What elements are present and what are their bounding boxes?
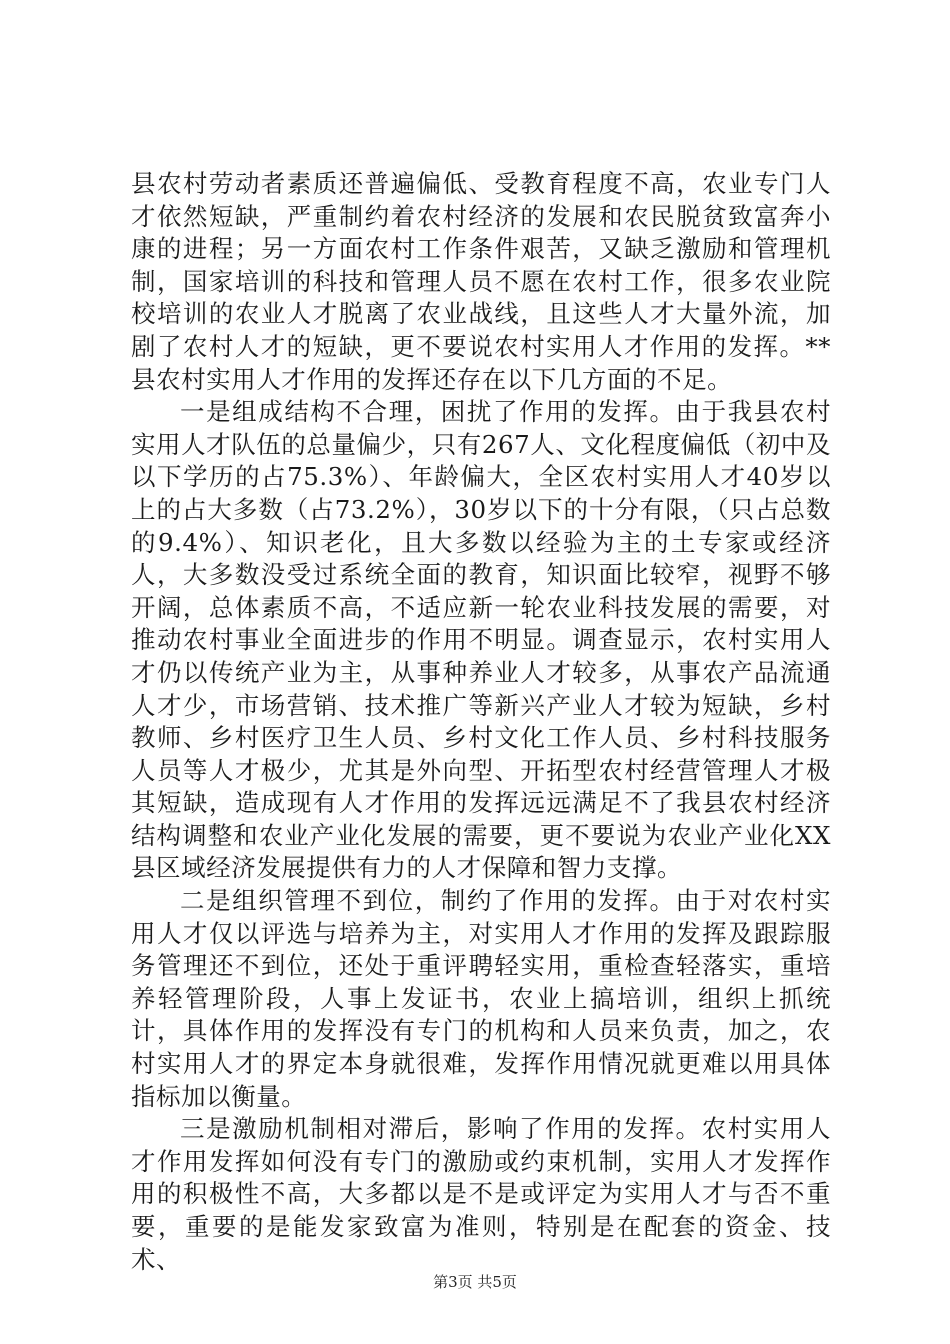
paragraph-incentive: 三是激励机制相对滞后，影响了作用的发挥。农村实用人才作用发挥如何没有专门的激励或约束机制，实用人才发挥作用的积极性不高，大多都以是不是或评定为实用人才与否不重要，重要的是能发家致富为准则，特别是在配套的资金、技术、 — [131, 1114, 831, 1274]
paragraph-continuation: 县农村劳动者素质还普遍偏低、受教育程度不高，农业专门人才依然短缺，严重制约着农村经济的发展和农民脱贫致富奔小康的进程；另一方面农村工作条件艰苦，又缺乏激励和管理机制，国家培训的科技和管理人员不愿在农村工作，很多农业院校培训的农业人才脱离了农业战线，且这些人才大量外流，加剧了农村人才的短缺，更不要说农村实用人才作用的发挥。**县农村实用人才作用的发挥还存在以下几方面的不足。 — [131, 169, 831, 394]
document-body — [131, 168, 831, 1276]
paragraph-structure: 一是组成结构不合理，困扰了作用的发挥。由于我县农村实用人才队伍的总量偏少，只有267人、文化程度偏低（初中及以下学历的占75.3%）、年龄偏大，全区农村实用人才40岁以上的占大多数（占73.2%），30岁以下的十分有限，（只占总数的9.4%）、知识老化，且大多数以经验为主的土专家或经济人，大多数没受过系统全面的教育，知识面比较窄，视野不够开阔，总体素质不高，不适应新一轮农业科技发展的需要，对推动农村事业全面进步的作用不明显。调查显示，农村实用人才仍以传统产业为主，从事种养业人才较多，从事农产品流通人才少，市场营销、技术推广等新兴产业人才较为短缺，乡村教师、乡村医疗卫生人员、乡村文化工作人员、乡村科技服务人员等人才极少，尤其是外向型、开拓型农村经营管理人才极其短缺，造成现有人才作用的发挥远远满足不了我县农村经济结构调整和农业产业化发展的需要，更不要说为农业产业化XX县区域经济发展提供有力的人才保障和智力支撑。 — [131, 397, 831, 883]
paragraph-management: 二是组织管理不到位，制约了作用的发挥。由于对农村实用人才仅以评选与培养为主，对实用人才作用的发挥及跟踪服务管理还不到位，还处于重评聘轻实用，重检查轻落实，重培养轻管理阶段，人事上发证书，农业上搞培训，组织上抓统计，具体作用的发挥没有专门的机构和人员来负责，加之，农村实用人才的界定本身就很难，发挥作用情况就更难以用具体指标加以衡量。 — [131, 886, 831, 1111]
page-number-footer: 第3页 共5页 — [433, 1273, 517, 1291]
